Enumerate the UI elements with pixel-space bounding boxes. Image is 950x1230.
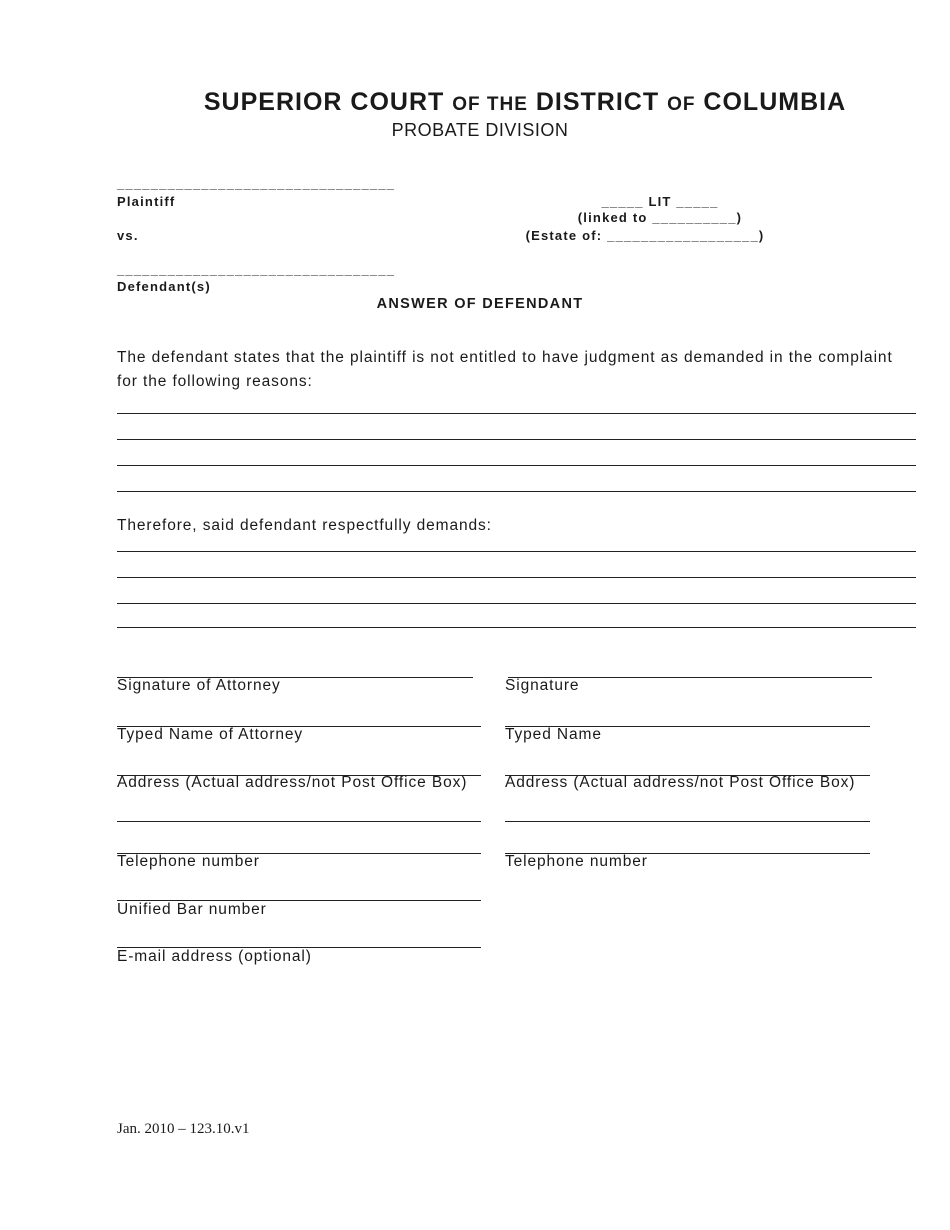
linked-case-number[interactable]: (linked to __________) [577, 210, 743, 225]
attorney-address-line-2[interactable] [117, 821, 481, 822]
defendant-blank[interactable]: _________________________________ [117, 262, 396, 277]
division-title: PROBATE DIVISION [391, 120, 569, 140]
attorney-signature-label: Signature of Attorney [117, 677, 281, 694]
plaintiff-label: Plaintiff [117, 194, 176, 209]
party-typed-name-label: Typed Name [505, 726, 602, 743]
reason-line-1[interactable] [117, 413, 916, 414]
demand-line-2[interactable] [117, 577, 916, 578]
form-title: ANSWER OF DEFENDANT [376, 296, 584, 312]
title-part-columbia: COLUMBIA [703, 88, 847, 116]
title-part-district: DISTRICT [535, 88, 660, 116]
attorney-email-label: E-mail address (optional) [117, 948, 312, 965]
form-version-footer: Jan. 2010 – 123.10.v1 [117, 1121, 250, 1137]
court-title [0, 88, 950, 117]
lit-case-number[interactable]: _____ LIT _____ [601, 194, 719, 209]
defendant-label: Defendant(s) [117, 279, 211, 294]
plaintiff-blank[interactable]: _________________________________ [117, 176, 396, 191]
attorney-bar-number-label: Unified Bar number [117, 901, 267, 918]
attorney-address-label: Address (Actual address/not Post Office Box) [117, 774, 468, 791]
reason-line-2[interactable] [117, 439, 916, 440]
reason-line-4[interactable] [117, 491, 916, 492]
demand-line-3[interactable] [117, 603, 916, 604]
estate-of-field[interactable]: (Estate of: __________________) [525, 228, 765, 243]
demands-label: Therefore, said defendant respectfully demands: [117, 517, 492, 534]
attorney-telephone-label: Telephone number [117, 853, 260, 870]
party-address-label: Address (Actual address/not Post Office Box) [505, 774, 856, 791]
party-signature-label: Signature [505, 677, 580, 694]
defendant-statement: The defendant states that the plaintiff is not entitled to have judgment as demanded in the complaint for the following reasons: [117, 349, 893, 390]
reason-line-3[interactable] [117, 465, 916, 466]
party-address-line-2[interactable] [505, 821, 870, 822]
vs-label: vs. [117, 228, 139, 243]
title-part-superior-court: SUPERIOR COURT [203, 88, 445, 116]
title-of: OF [667, 94, 696, 115]
attorney-typed-name-label: Typed Name of Attorney [117, 726, 304, 743]
title-of-the: OF THE [452, 94, 528, 115]
demand-line-1[interactable] [117, 551, 916, 552]
demand-line-4[interactable] [117, 627, 916, 628]
party-telephone-label: Telephone number [505, 853, 648, 870]
